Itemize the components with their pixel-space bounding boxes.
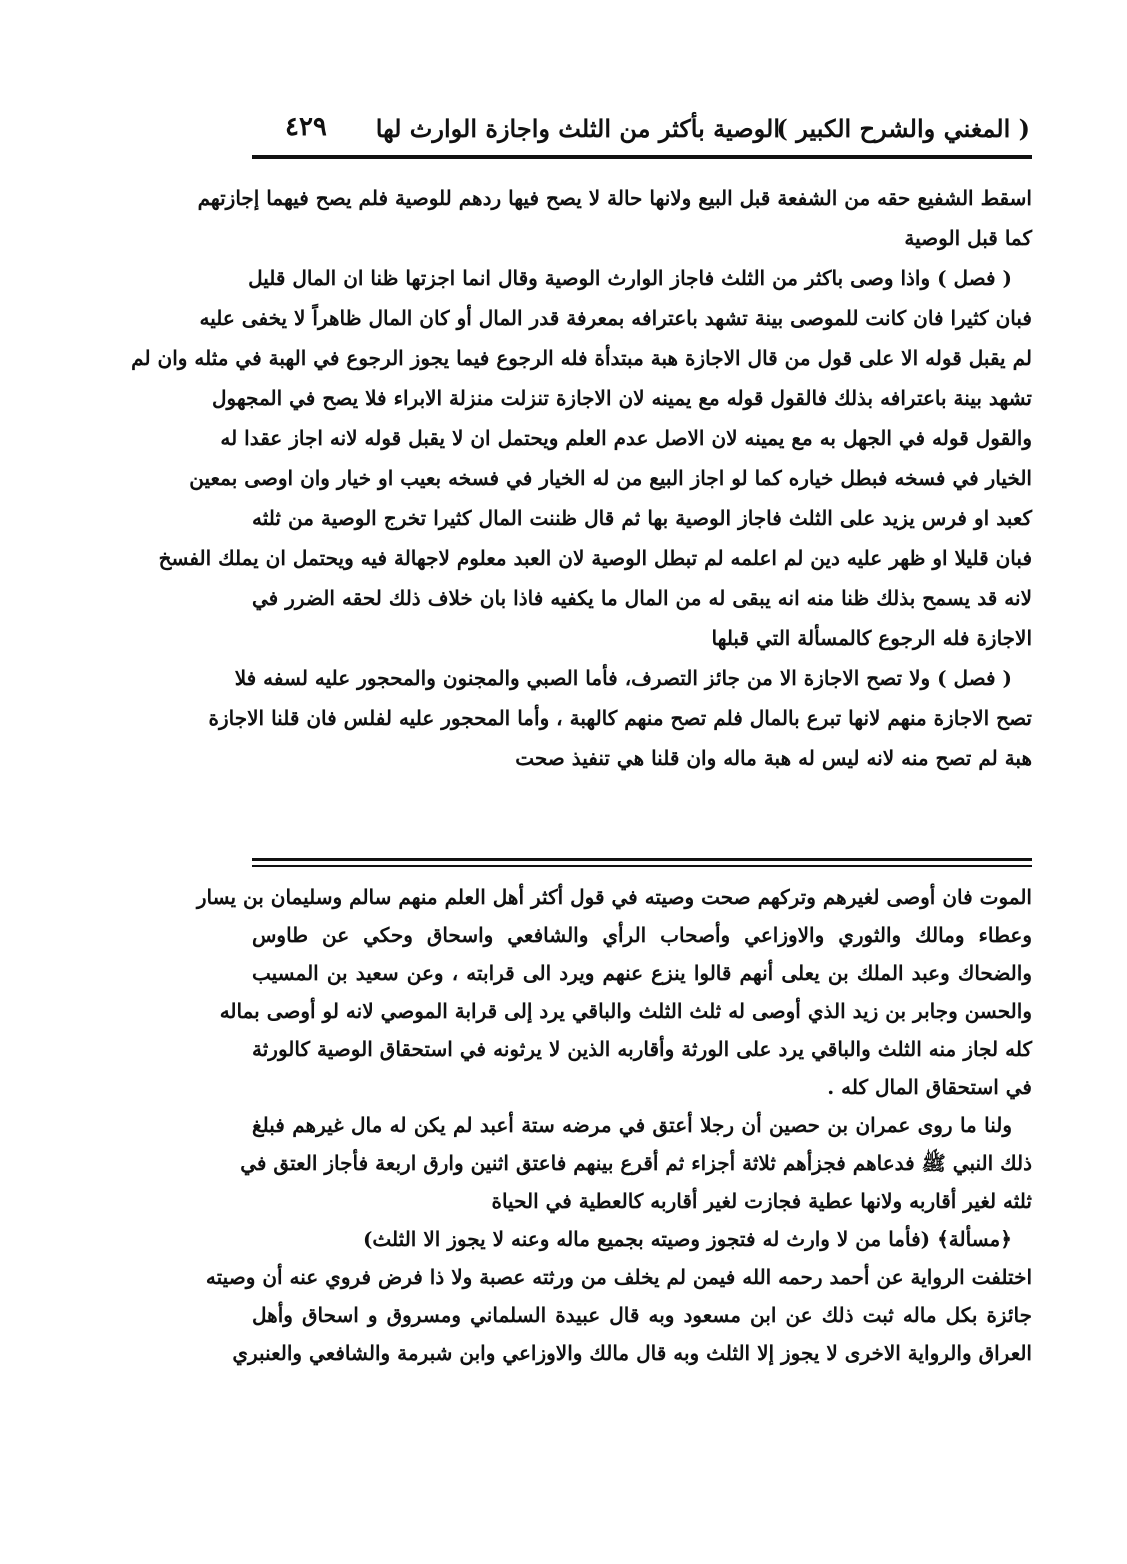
text-line: كما قبل الوصية: [904, 226, 1032, 250]
text-line: ثلثه لغير أقاربه ولانها عطية فجازت لغير أقاربه كالعطية في الحياة: [491, 1189, 1032, 1213]
text-line: ﴿مسألة﴾ (فأما من لا وارث له فتجوز وصيته بجميع ماله وعنه لا يجوز الا الثلث): [362, 1227, 1012, 1251]
text-line: الخيار في فسخه فبطل خياره كما لو اجاز البيع من له الخيار في فسخه بعيب او خيار وان اوصى بمعين: [189, 466, 1032, 490]
text-line: ولنا ما روى عمران بن حصين أن رجلا أعتق في مرضه ستة أعبد لم يكن له مال غيرهم فبلغ: [252, 1113, 1012, 1137]
separator-rule-top: [252, 858, 1032, 861]
text-line: اسقط الشفيع حقه من الشفعة قبل البيع ولانها حالة لا يصح فيها ردهم للوصية فلم يصح فيهما إجازتهم: [197, 186, 1032, 210]
commentary-text: [196, 878, 1032, 1372]
page-number: ٤٢٩: [285, 112, 327, 142]
book-title: ( المغني والشرح الكبير ): [776, 114, 1030, 143]
text-line: جائزة بكل ماله ثبت ذلك عن ابن مسعود وبه قال عبيدة السلماني ومسروق و اسحاق وأهل: [252, 1303, 1032, 1327]
text-line: ( فصل ) ولا تصح الاجازة الا من جائز التصرف، فأما الصبي والمجنون والمحجور عليه لسفه فلا: [234, 666, 1012, 690]
text-line: العراق والرواية الاخرى لا يجوز إلا الثلث وبه قال مالك والاوزاعي وابن شبرمة والشافعي والعنبري: [232, 1341, 1032, 1365]
text-line: وعطاء ومالك والثوري والاوزاعي وأصحاب الرأي والشافعي واسحاق وحكي عن طاوس: [252, 923, 1032, 947]
separator-rule-bottom: [252, 865, 1032, 867]
main-text: [131, 178, 1032, 778]
chapter-title: الوصية بأكثر من الثلث واجازة الوارث لها: [375, 114, 780, 143]
text-line: تشهد بينة باعترافه بذلك فالقول قوله مع يمينه لان الاجازة تنزلت منزلة الابراء فلا يصح في المجهول: [211, 386, 1032, 410]
text-line: كعبد او فرس يزيد على الثلث فاجاز الوصية بها ثم قال ظننت المال كثيرا تخرج الوصية من ثلثه: [252, 506, 1032, 530]
header-rule: [252, 155, 1032, 159]
text-line: كله لجاز منه الثلث والباقي يرد على الورثة وأقاربه الذين لا يرثونه في استحقاق الوصية كالورثة: [252, 1037, 1032, 1061]
text-line: هبة لم تصح منه لانه ليس له هبة ماله وان قلنا هي تنفيذ صحت: [515, 746, 1032, 770]
text-line: الاجازة فله الرجوع كالمسألة التي قبلها: [711, 626, 1032, 650]
text-line: ذلك النبي ﷺ فدعاهم فجزأهم ثلاثة أجزاء ثم أقرع بينهم فاعتق اثنين وارق اربعة فأجاز العتق في: [240, 1151, 1032, 1175]
text-line: والحسن وجابر بن زيد الذي أوصى له ثلث الثلث والباقي يرد إلى قرابة الموصي لانه لو أوصى بماله: [219, 999, 1032, 1023]
text-line: والضحاك وعبد الملك بن يعلى أنهم قالوا ينزع عنهم ويرد الى قرابته ، وعن سعيد بن المسيب: [252, 961, 1032, 985]
text-line: لم يقبل قوله الا على قول من قال الاجازة هبة مبتدأة فله الرجوع فيما يجوز الرجوع في الهبة في مثله وان لم: [131, 346, 1032, 370]
text-line: في استحقاق المال كله .: [827, 1075, 1032, 1099]
text-line: اختلفت الرواية عن أحمد رحمه الله فيمن لم يخلف من ورثته عصبة ولا ذا فرض فروي عنه أن وصيته: [205, 1265, 1032, 1289]
text-line: تصح الاجازة منهم لانها تبرع بالمال فلم تصح منهم كالهبة ، وأما المحجور عليه لفلس فان قلنا الاجازة: [208, 706, 1032, 730]
text-line: فبان قليلا او ظهر عليه دين لم اعلمه لم تبطل الوصية لان العبد معلوم لاجهالة فيه ويحتمل ان يملك الفسخ: [158, 546, 1032, 570]
page-header: [255, 108, 1030, 150]
text-line: ( فصل ) واذا وصى باكثر من الثلث فاجاز الوارث الوصية وقال انما اجزتها ظنا ان المال قليل: [248, 266, 1012, 290]
text-line: فبان كثيرا فان كانت للموصى بينة تشهد باعترافه بمعرفة قدر المال أو كان المال ظاهراً لا يخفى عليه: [199, 306, 1032, 330]
text-line: والقول قوله في الجهل به مع يمينه لان الاصل عدم العلم ويحتمل ان لا يقبل قوله لانه اجاز عقدا له: [220, 426, 1032, 450]
text-line: لانه قد يسمح بذلك ظنا منه انه يبقى له من المال ما يكفيه فاذا بان خلاف ذلك لحقه الضرر في: [252, 586, 1032, 610]
text-line: الموت فان أوصى لغيرهم وتركهم صحت وصيته في قول أكثر أهل العلم منهم سالم وسليمان بن يسار: [196, 885, 1032, 909]
